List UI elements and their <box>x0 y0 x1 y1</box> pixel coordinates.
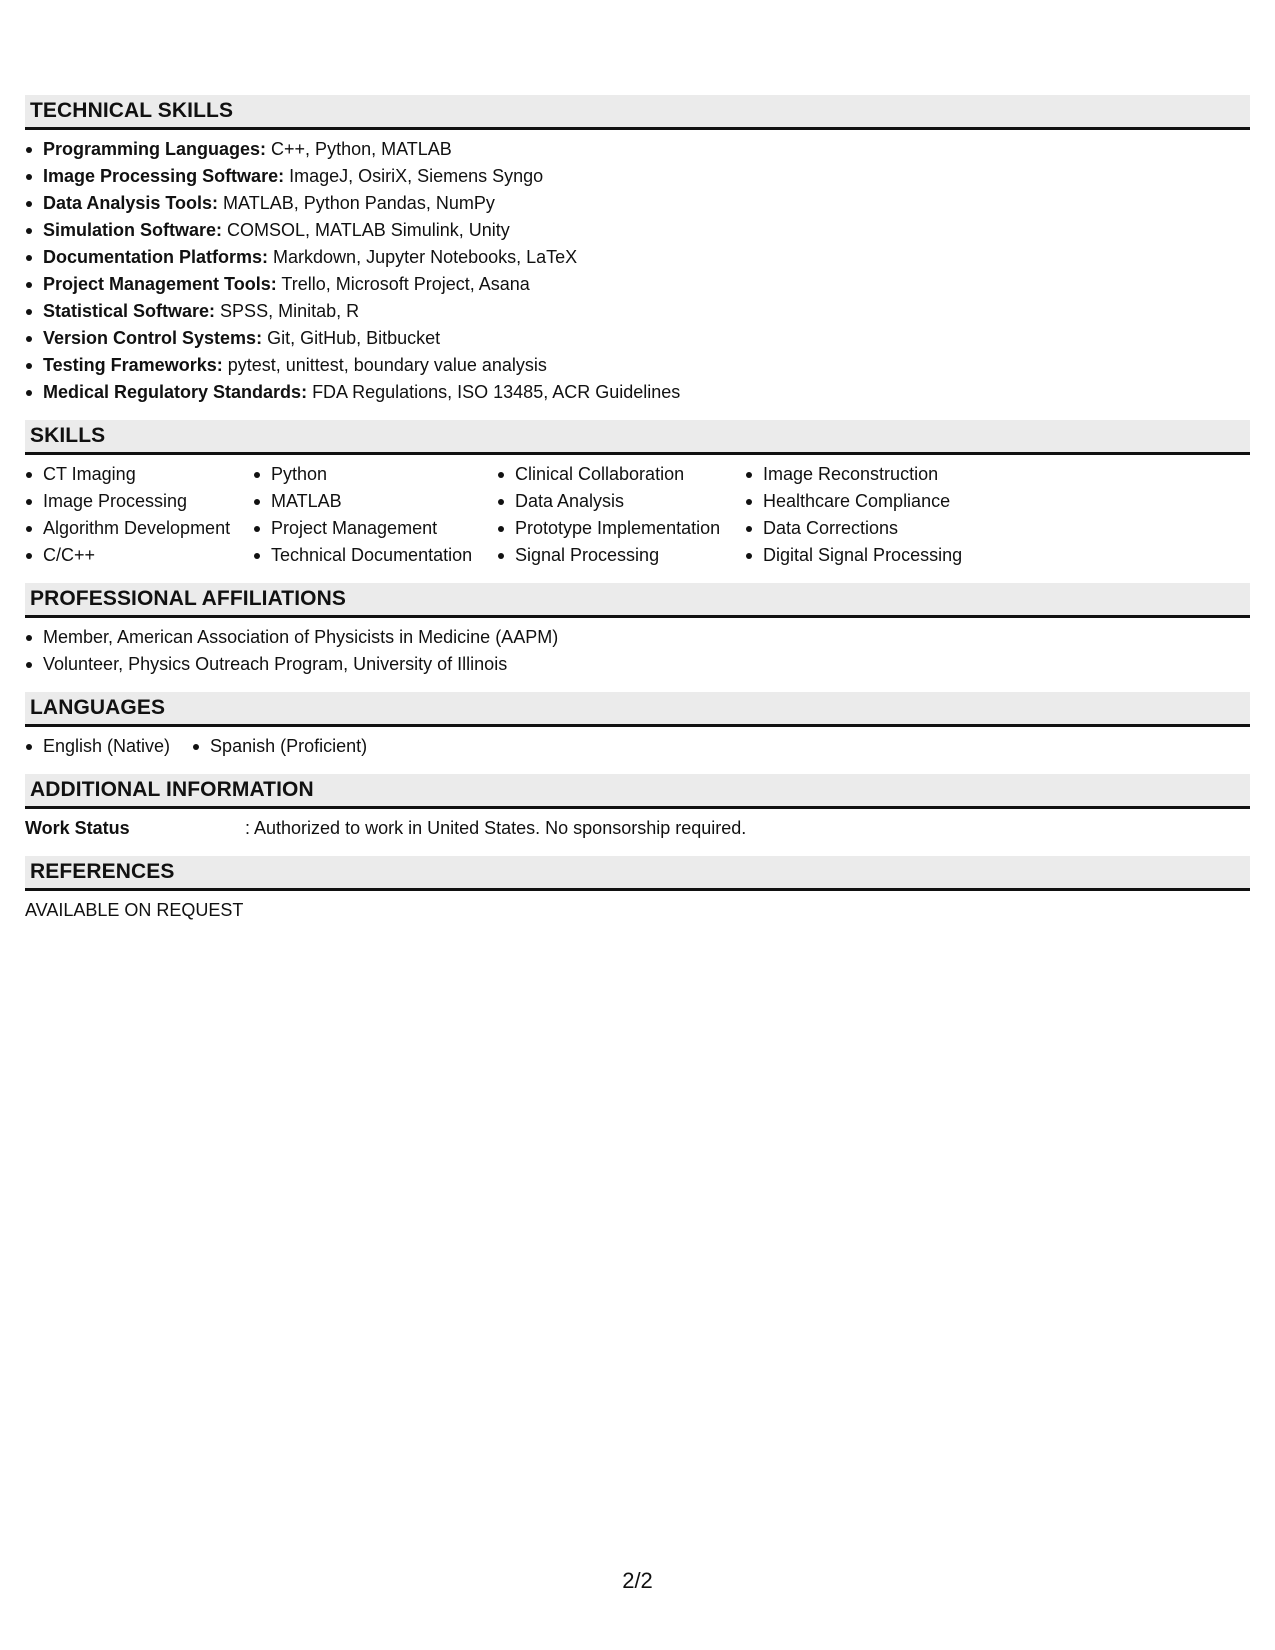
item-value: MATLAB, Python Pandas, NumPy <box>218 193 495 213</box>
item-label: Image Processing Software: <box>43 166 285 186</box>
skills-column <box>25 461 253 569</box>
item-value: SPSS, Minitab, R <box>215 301 360 321</box>
list-item: Python <box>253 461 497 488</box>
item-label: Testing Frameworks: <box>43 355 223 375</box>
list-item: Prototype Implementation <box>497 515 745 542</box>
list-item <box>25 217 1250 244</box>
languages-section <box>25 692 1250 760</box>
list-item: English (Native) <box>25 733 170 760</box>
item-value: pytest, unittest, boundary value analysis <box>222 355 547 375</box>
section-body <box>25 809 1250 842</box>
section-header <box>25 95 1250 130</box>
technical-skills-section <box>25 95 1250 406</box>
list-item: Volunteer, Physics Outreach Program, University of Illinois <box>25 651 1250 678</box>
list-item: Member, American Association of Physicists in Medicine (AAPM) <box>25 624 1250 651</box>
affiliations-section <box>25 583 1250 678</box>
list-item <box>25 163 1250 190</box>
list-item: Clinical Collaboration <box>497 461 745 488</box>
item-label: Statistical Software: <box>43 301 216 321</box>
section-header <box>25 856 1250 891</box>
list-item <box>25 136 1250 163</box>
item-value: ImageJ, OsiriX, Siemens Syngo <box>284 166 544 186</box>
section-body <box>25 618 1250 678</box>
list-item: Algorithm Development <box>25 515 253 542</box>
list-item: Digital Signal Processing <box>745 542 985 569</box>
section-title: SKILLS <box>30 424 106 447</box>
item-value: C++, Python, MATLAB <box>266 139 452 159</box>
list-item: Project Management <box>253 515 497 542</box>
list-item: Signal Processing <box>497 542 745 569</box>
work-status-row <box>25 815 1250 842</box>
languages-list <box>25 733 1250 760</box>
item-value: Git, GitHub, Bitbucket <box>262 328 441 348</box>
references-section <box>25 856 1250 924</box>
skills-grid <box>25 455 1250 569</box>
work-status-label: Work Status <box>25 818 130 838</box>
skills-section <box>25 420 1250 569</box>
list-item: Image Reconstruction <box>745 461 985 488</box>
section-body <box>25 891 1250 924</box>
item-value: Trello, Microsoft Project, Asana <box>276 274 530 294</box>
list-item <box>25 379 1250 406</box>
list-item: Spanish (Proficient) <box>192 733 367 760</box>
item-label: Documentation Platforms: <box>43 247 269 267</box>
section-title: PROFESSIONAL AFFILIATIONS <box>30 587 346 610</box>
skills-column <box>745 461 985 569</box>
technical-skills-list <box>25 136 1250 406</box>
list-item <box>25 298 1250 325</box>
resume-page <box>25 95 1250 938</box>
list-item: Data Corrections <box>745 515 985 542</box>
references-text: AVAILABLE ON REQUEST <box>25 900 244 920</box>
section-header <box>25 774 1250 809</box>
section-header <box>25 692 1250 727</box>
skills-column <box>497 461 745 569</box>
list-item: Healthcare Compliance <box>745 488 985 515</box>
section-title: TECHNICAL SKILLS <box>30 99 234 122</box>
skills-column <box>253 461 497 569</box>
work-status-value: : Authorized to work in United States. No sponsorship required. <box>245 818 747 838</box>
section-body <box>25 727 1250 760</box>
list-item <box>25 325 1250 352</box>
additional-info-section <box>25 774 1250 842</box>
list-item: MATLAB <box>253 488 497 515</box>
item-label: Medical Regulatory Standards: <box>43 382 308 402</box>
item-value: FDA Regulations, ISO 13485, ACR Guidelines <box>307 382 681 402</box>
list-item: Technical Documentation <box>253 542 497 569</box>
item-label: Version Control Systems: <box>43 328 263 348</box>
item-value: Markdown, Jupyter Notebooks, LaTeX <box>268 247 578 267</box>
page-number: 2/2 <box>622 1568 653 1593</box>
item-label: Programming Languages: <box>43 139 267 159</box>
list-item <box>25 190 1250 217</box>
list-item <box>25 352 1250 379</box>
section-body <box>25 130 1250 406</box>
section-header <box>25 583 1250 618</box>
list-item <box>25 244 1250 271</box>
item-label: Data Analysis Tools: <box>43 193 219 213</box>
list-item: C/C++ <box>25 542 253 569</box>
section-header <box>25 420 1250 455</box>
affiliations-list <box>25 624 1250 678</box>
item-label: Project Management Tools: <box>43 274 277 294</box>
section-title: LANGUAGES <box>30 696 166 719</box>
list-item: CT Imaging <box>25 461 253 488</box>
list-item <box>25 271 1250 298</box>
item-label: Simulation Software: <box>43 220 223 240</box>
list-item: Data Analysis <box>497 488 745 515</box>
list-item: Image Processing <box>25 488 253 515</box>
section-title: REFERENCES <box>30 860 175 883</box>
section-title: ADDITIONAL INFORMATION <box>30 778 314 801</box>
item-value: COMSOL, MATLAB Simulink, Unity <box>222 220 510 240</box>
